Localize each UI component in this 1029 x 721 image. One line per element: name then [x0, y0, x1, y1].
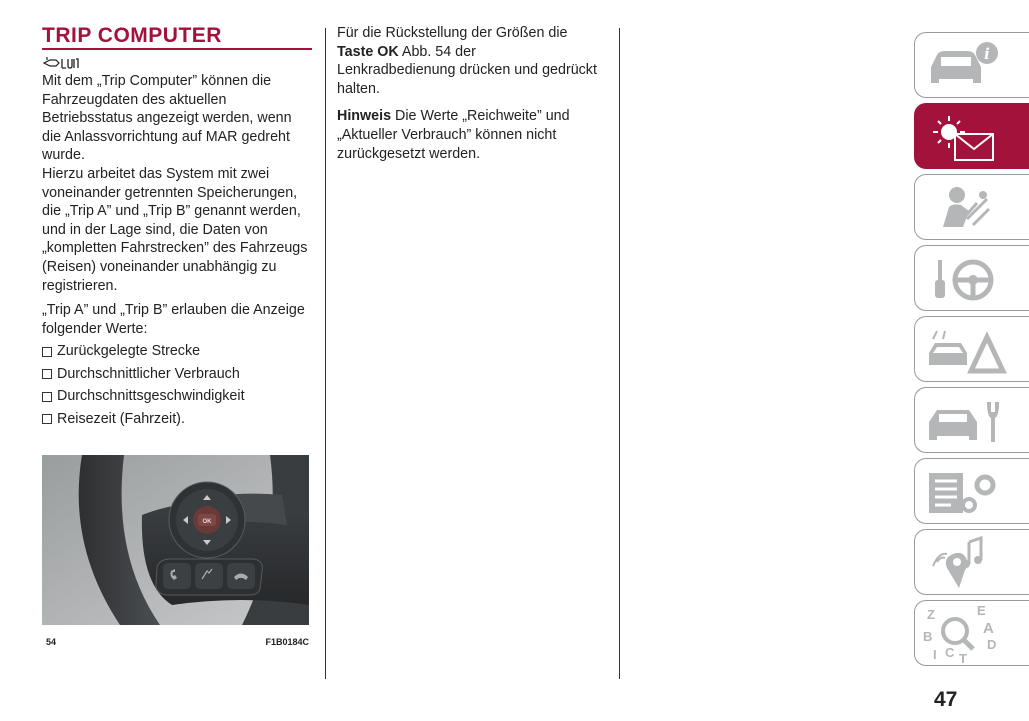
tab-index[interactable]	[914, 600, 1029, 666]
technical-data-icon	[915, 459, 1029, 525]
list-item: Durchschnittlicher Verbrauch	[42, 363, 314, 386]
tab-emergency[interactable]	[914, 316, 1029, 382]
tab-technical-data[interactable]	[914, 458, 1029, 524]
multimedia-icon	[915, 530, 1029, 596]
trip-values-list	[42, 340, 314, 430]
column-divider	[619, 28, 620, 679]
checkbox-bullet-icon	[42, 414, 52, 424]
car-info-icon	[915, 33, 1029, 99]
checkbox-bullet-icon	[42, 392, 52, 402]
tab-car-info[interactable]	[914, 32, 1029, 98]
page-number: 47	[934, 688, 958, 711]
column-divider	[325, 28, 326, 679]
list-item: Reisezeit (Fahrzeit).	[42, 408, 314, 431]
index-letter: I	[933, 647, 937, 662]
memory-paragraph: Hierzu arbeitet das System mit zwei voneinander getrennten Speicherungen, die „Trip A” und „Trip B” genannt werden, und in der Lage sind, die Daten von „kompletten Fahrstrecken” des Fahrzeugs (Reisen) voneinander unabhängig zu registrieren.	[42, 165, 308, 294]
list-item: Zurückgelegte Strecke	[42, 340, 314, 363]
ok-button-label: OK	[202, 519, 212, 525]
svg-text:i: i	[984, 45, 990, 63]
safety-airbag-icon	[915, 175, 1029, 241]
index-letter: B	[923, 629, 933, 644]
index-letter: Z	[927, 607, 935, 622]
left-column	[42, 24, 314, 430]
tab-dashboard-lights[interactable]	[914, 103, 1029, 169]
index-letter: C	[945, 645, 955, 660]
list-item: Durchschnittsgeschwindigkeit	[42, 385, 314, 408]
figure-number: 54	[46, 637, 57, 647]
note-paragraph: Hinweis Die Werte „Reichweite” und „Aktueller Verbrauch” können nicht zurückgesetzt werden.	[337, 108, 570, 162]
index-letter: E	[977, 603, 986, 618]
maintenance-icon	[915, 388, 1029, 454]
title-underline	[42, 48, 312, 50]
steering-wheel-figure	[42, 455, 309, 625]
checkbox-bullet-icon	[42, 347, 52, 357]
figure-code: F1B0184C	[265, 637, 309, 647]
tab-multimedia[interactable]	[914, 529, 1029, 595]
index-letter: D	[987, 637, 997, 652]
index-icon	[915, 601, 1029, 667]
index-letter: T	[959, 651, 967, 666]
intro-paragraph: Mit dem „Trip Computer” können die Fahrzeugdaten des aktuellen Betriebsstatus angezeigt werden, wenn die Anlassvorrichtung auf MAR gedreht wurde.	[42, 73, 292, 164]
checkbox-bullet-icon	[42, 369, 52, 379]
tab-maintenance[interactable]	[914, 387, 1029, 453]
starting-driving-icon	[915, 246, 1029, 312]
right-column	[337, 24, 597, 163]
section-title: TRIP COMPUTER	[42, 24, 222, 47]
index-letter: A	[983, 620, 994, 637]
tab-starting-driving[interactable]	[914, 245, 1029, 311]
emergency-icon	[915, 317, 1029, 383]
values-intro-paragraph: „Trip A” und „Trip B” erlauben die Anzeige folgender Werte:	[42, 302, 305, 337]
tab-safety[interactable]	[914, 174, 1029, 240]
dashboard-lights-icon	[915, 104, 1029, 170]
lux-version-icon	[42, 54, 314, 72]
reset-paragraph: Für die Rückstellung der Größen die Taste OK Abb. 54 der Lenkradbedienung drücken und gedrückt halten.	[337, 25, 597, 97]
